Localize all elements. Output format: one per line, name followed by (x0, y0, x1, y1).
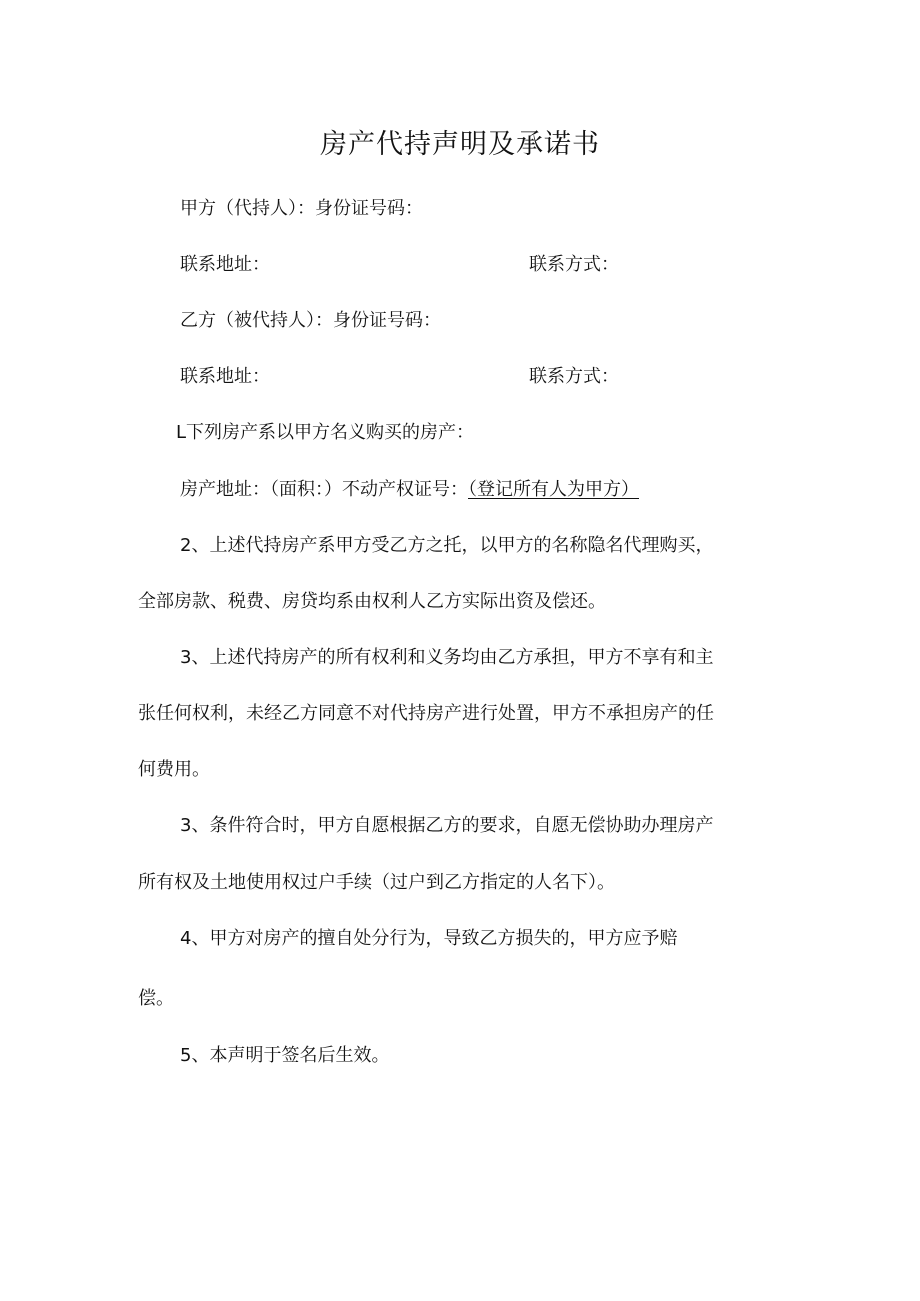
clause-3b-line-1: 3、条件符合时，甲方自愿根据乙方的要求，自愿无偿协助办理房产 (180, 815, 714, 836)
party-b-address-label: 联系地址： (180, 366, 270, 387)
clause-4-line-1: 4、甲方对房产的擅自处分行为，导致乙方损失的，甲方应予赔 (180, 928, 678, 949)
party-b-id-line: 乙方（被代持人）：身份证号码： (180, 310, 441, 331)
clause-2-line-2: 全部房款、税费、房贷均系由权利人乙方实际出资及偿还。 (138, 591, 606, 612)
clause-1-intro: L下列房产系以甲方名义购买的房产： (176, 422, 475, 443)
property-line-registered-owner: （登记所有人为甲方） (468, 479, 639, 500)
party-a-address-label: 联系地址： (180, 254, 270, 275)
party-a-id-line: 甲方（代持人）：身份证号码： (180, 198, 423, 219)
property-line-prefix: 房产地址：（面积：）不动产权证号： (180, 479, 468, 500)
clause-3b-line-2: 所有权及土地使用权过户手续（过户到乙方指定的人名下）。 (138, 872, 615, 893)
clause-2-line-1: 2、上述代持房产系甲方受乙方之托，以甲方的名称隐名代理购买， (180, 535, 714, 556)
document-title: 房产代持声明及承诺书 (320, 129, 600, 160)
party-b-contact-label: 联系方式： (529, 366, 619, 387)
clause-5: 5、本声明于签名后生效。 (180, 1045, 390, 1066)
property-line (180, 478, 639, 502)
clause-4-line-2: 偿。 (138, 988, 174, 1009)
party-a-contact-label: 联系方式： (529, 254, 619, 275)
clause-3-line-3: 何费用。 (138, 759, 210, 780)
clause-3-line-2: 张任何权利，未经乙方同意不对代持房产进行处置，甲方不承担房产的任 (138, 703, 714, 724)
clause-3-line-1: 3、上述代持房产的所有权利和义务均由乙方承担，甲方不享有和主 (180, 647, 714, 668)
